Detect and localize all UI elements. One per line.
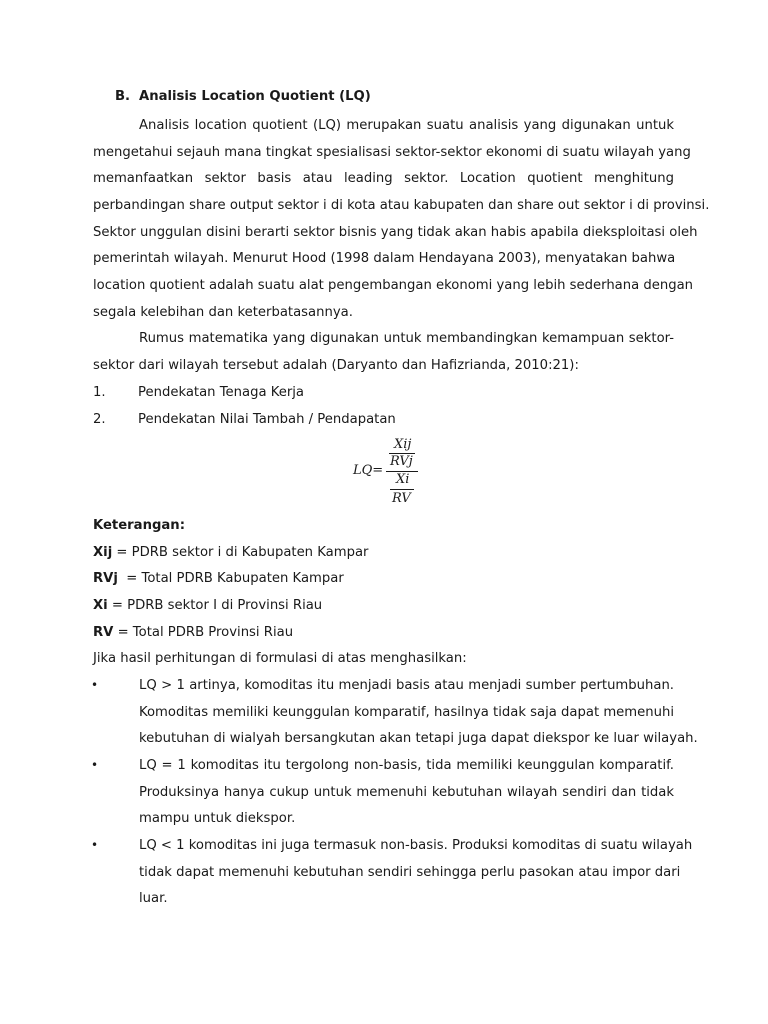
definition-term: RV	[93, 625, 114, 640]
definition-row	[93, 598, 674, 614]
paragraph1-line: mengetahui sejauh mana tingkat spesialisasi sektor-sektor ekonomi di suatu wilayah yang	[93, 145, 691, 160]
bullet-line: luar.	[139, 891, 168, 906]
bullet-line: Produksinya hanya cukup untuk memenuhi kebutuhan wilayah sendiri dan tidak	[139, 785, 674, 800]
results-intro: Jika hasil perhitungan di formulasi di atas menghasilkan:	[93, 651, 467, 666]
section-heading	[115, 89, 371, 104]
bullet-line: mampu untuk diekspor.	[139, 811, 296, 826]
item-text: Pendekatan Tenaga Kerja	[138, 385, 305, 400]
paragraph1-line: Analisis location quotient (LQ) merupakan suatu analisis yang digunakan untuk	[139, 118, 674, 133]
bullet-line: kebutuhan di wialyah bersangkutan akan tetapi juga dapat diekspor ke luar wilayah.	[139, 731, 698, 746]
bullet-line: tidak dapat memenuhi kebutuhan sendiri sehingga perlu pasokan atau impor dari	[139, 865, 681, 880]
formula-top-denominator: RVj	[390, 454, 413, 469]
paragraph1-line: memanfaatkan sektor basis atau leading sektor. Location quotient menghitung	[93, 171, 674, 186]
bullet-icon: •	[91, 678, 99, 692]
definition-text: = Total PDRB Kabupaten Kampar	[117, 571, 344, 586]
formula-bottom-numerator: Xi	[396, 472, 410, 487]
definition-term: RVj	[93, 571, 118, 586]
formula-bottom-denominator: RV	[392, 491, 411, 506]
paragraph2-line: sektor dari wilayah tersebut adalah (Daryanto dan Hafizrianda, 2010:21):	[93, 358, 579, 373]
bullet-icon: •	[91, 838, 99, 852]
paragraph1-line: Sektor unggulan disini berarti sektor bisnis yang tidak akan habis apabila dieksploitasi oleh	[93, 225, 698, 240]
definition-text: = Total PDRB Provinsi Riau	[113, 625, 294, 640]
section-title: Analisis Location Quotient (LQ)	[139, 89, 371, 104]
keterangan-title: Keterangan:	[93, 518, 185, 533]
paragraph1-line: location quotient adalah suatu alat pengembangan ekonomi yang lebih sederhana dengan	[93, 278, 694, 293]
item-text: Pendekatan Nilai Tambah / Pendapatan	[138, 412, 396, 427]
formula-lhs: LQ=	[353, 463, 384, 478]
section-marker: B.	[115, 89, 131, 104]
numbered-item	[93, 412, 396, 427]
item-number: 1.	[93, 385, 106, 400]
bullet-line: LQ = 1 komoditas itu tergolong non-basis, tida memiliki keunggulan komparatif.	[139, 758, 674, 773]
paragraph1-line: perbandingan share output sektor i di kota atau kabupaten dan share out sektor i di provinsi.	[93, 198, 710, 213]
bullet-icon: •	[91, 758, 99, 772]
definition-text: = PDRB sektor I di Provinsi Riau	[107, 598, 323, 613]
definition-row	[93, 545, 674, 561]
paragraph1-line: pemerintah wilayah. Menurut Hood (1998 dalam Hendayana 2003), menyatakan bahwa	[93, 251, 676, 266]
paragraph2-line: Rumus matematika yang digunakan untuk membandingkan kemampuan sektor-	[139, 331, 674, 346]
definition-term: Xij	[93, 545, 113, 560]
definition-text: = PDRB sektor i di Kabupaten Kampar	[112, 545, 369, 560]
item-number: 2.	[93, 412, 106, 427]
bullet-line: Komoditas memiliki keunggulan komparatif, hasilnya tidak saja dapat memenuhi	[139, 705, 674, 720]
bullet-line: LQ > 1 artinya, komoditas itu menjadi basis atau menjadi sumber pertumbuhan.	[139, 678, 674, 693]
numbered-item	[93, 385, 304, 400]
fraction-bar-bottom	[390, 489, 414, 490]
definition-term: Xi	[93, 598, 108, 613]
paragraph1-line: segala kelebihan dan keterbatasannya.	[93, 305, 353, 320]
lq-formula	[350, 436, 430, 508]
formula-top-numerator: Xij	[394, 437, 412, 452]
bullet-line: LQ < 1 komoditas ini juga termasuk non-basis. Produksi komoditas di suatu wilayah	[139, 838, 693, 853]
definition-row	[93, 625, 674, 641]
definition-row	[93, 571, 674, 587]
